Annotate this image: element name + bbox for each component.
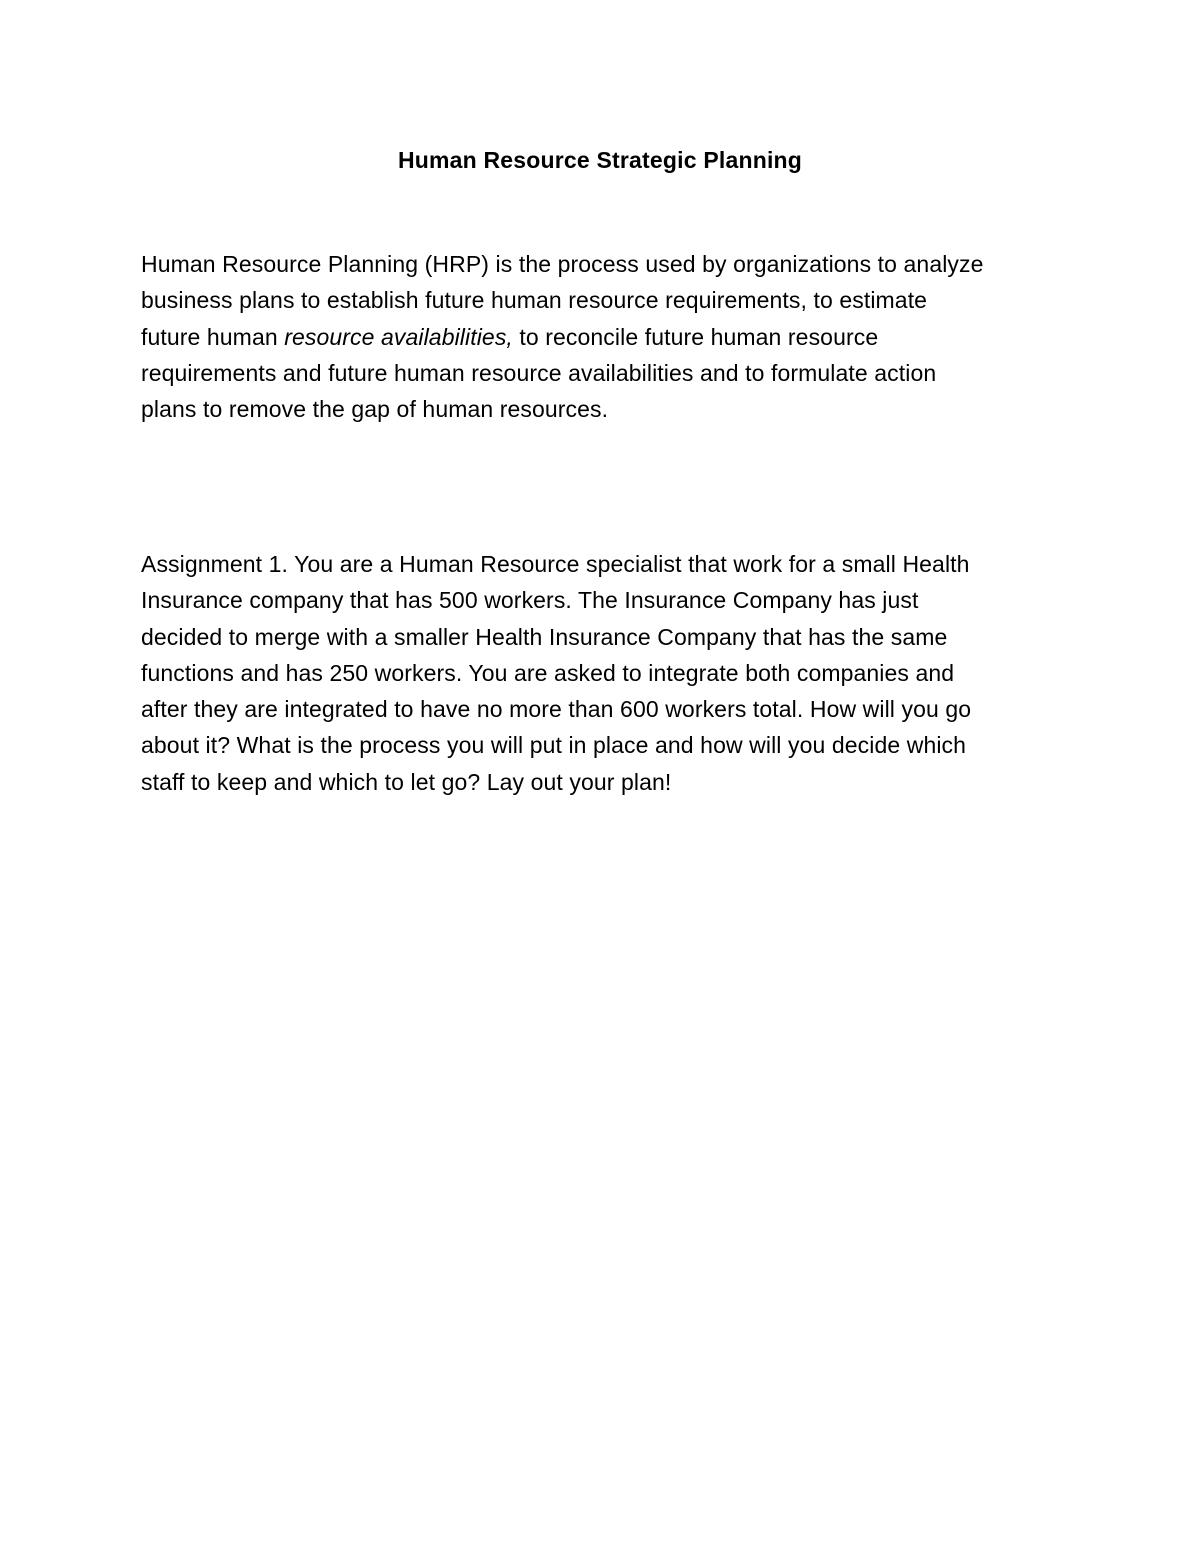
line-text: future human: [141, 323, 285, 350]
assignment-paragraph: [141, 546, 1061, 800]
paragraph-line: business plans to establish future human resource requirements, to estimate: [141, 287, 928, 314]
line-text: to reconcile future human resource: [512, 323, 879, 350]
paragraph-line: [141, 319, 1061, 355]
paragraph-line: after they are integrated to have no more than 600 workers total. How will you go: [141, 696, 972, 723]
hrp-definition-paragraph: [141, 246, 1061, 427]
paragraph-line: functions and has 250 workers. You are asked to integrate both companies and: [141, 659, 955, 686]
paragraph-line: Human Resource Planning (HRP) is the process used by organizations to analyze: [141, 251, 984, 277]
paragraph-line: Insurance company that has 500 workers. The Insurance Company has just: [141, 587, 919, 614]
paragraph-line: staff to keep and which to let go? Lay out your plan!: [141, 768, 672, 795]
paragraph-line: Assignment 1. You are a Human Resource specialist that work for a small Health: [141, 551, 970, 577]
paragraph-line: decided to merge with a smaller Health Insurance Company that has the same: [141, 623, 948, 650]
paragraph-line: plans to remove the gap of human resources.: [141, 396, 609, 423]
paragraph-line: about it? What is the process you will put in place and how will you decide which: [141, 732, 967, 759]
paragraph-line: requirements and future human resource availabilities and to formulate action: [141, 359, 937, 386]
document-title: Human Resource Strategic Planning: [397, 147, 803, 173]
italic-phrase: resource availabilities,: [284, 323, 513, 350]
